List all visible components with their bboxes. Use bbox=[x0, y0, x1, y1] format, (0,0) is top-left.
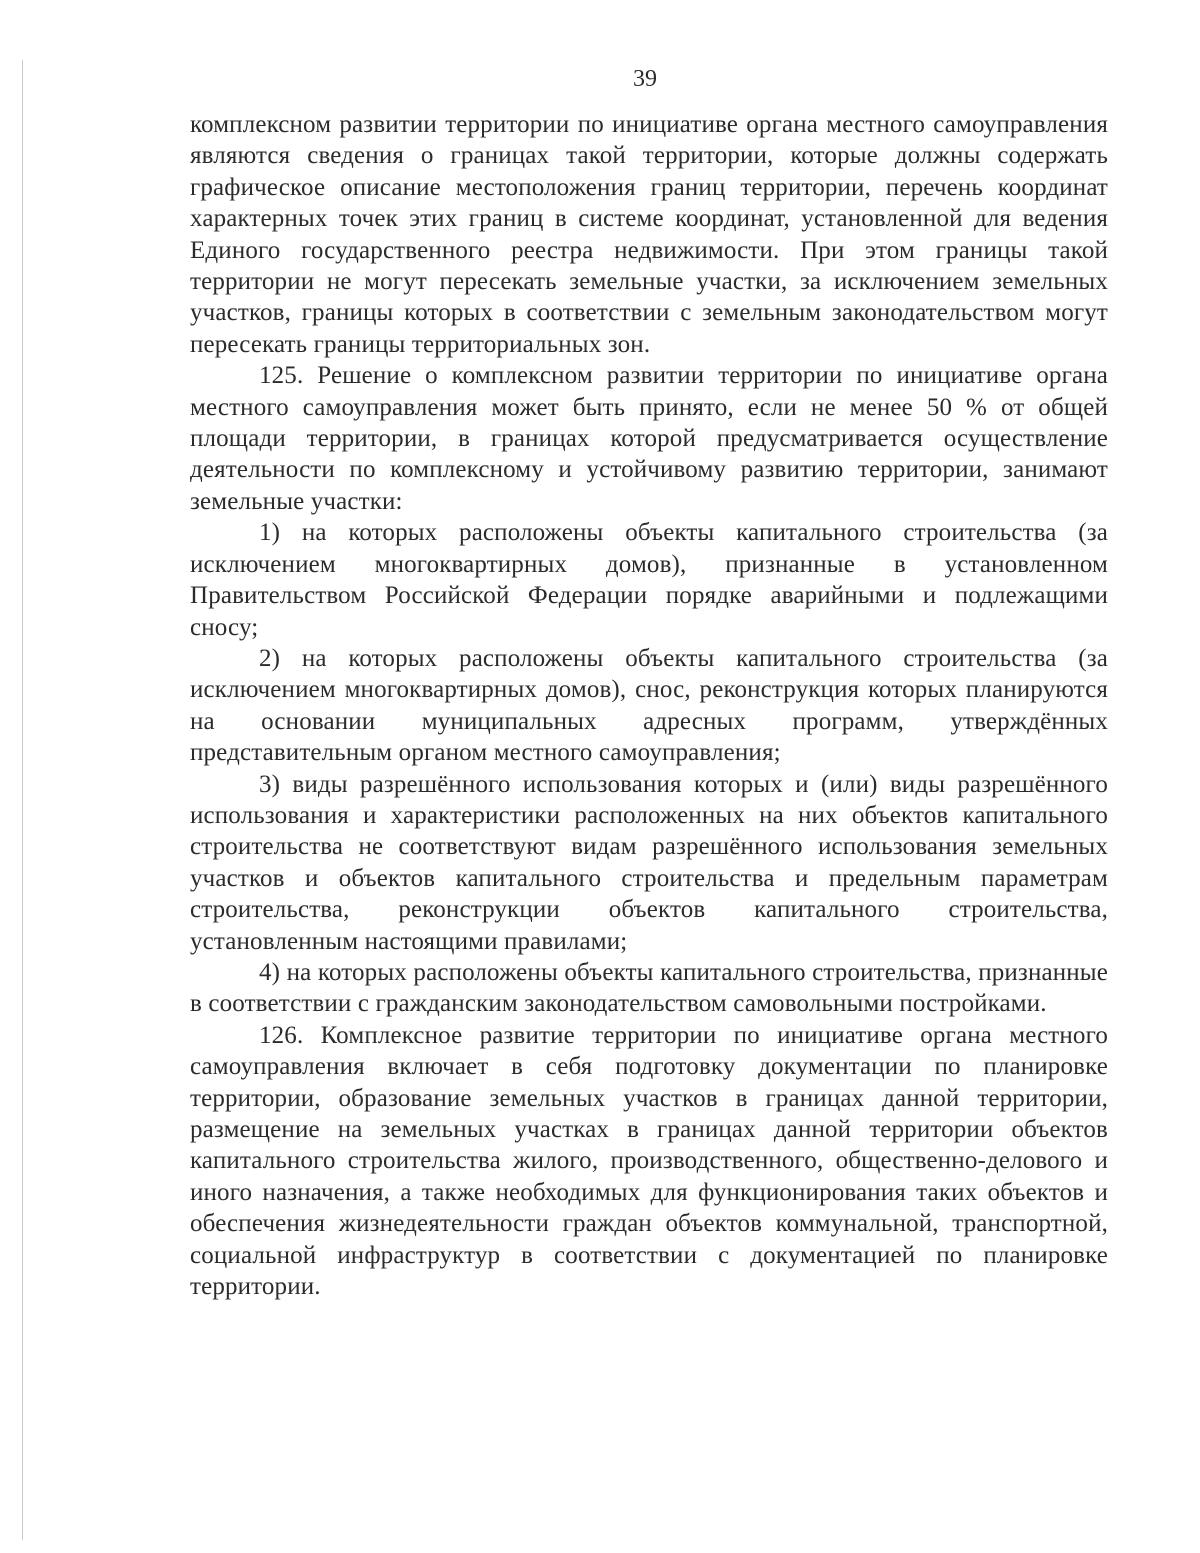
document-body bbox=[190, 109, 1108, 1302]
list-item-4: 4) на которых расположены объекты капитального строительства, признанные в соответствии с гражданским законодательством самовольными постройками. bbox=[190, 958, 1108, 1018]
paragraph-126: 126. Комплексное развитие территории по инициативе органа местного самоуправления включает в себя подготовку документации по планировке территории, образование земельных участков в границах данной территории, размещение на земельных участках в границах данной территории объектов капитального строительства жилого, производственного, общественно-делового и иного назначения, а также необходимых для функционирования таких объектов и обеспечения жизнедеятельности граждан объектов коммунальной, транспортной, социальной инфраструктур в соответствии с документацией по планировке территории. bbox=[190, 1021, 1108, 1301]
paragraph-125: 125. Решение о комплексном развитии территории по инициативе органа местного самоуправления может быть принято, если не менее 50 % от общей площади территории, в границах которой предусматривается осуществление деятельности по комплексному и устойчивому развитию территории, занимают земельные участки: bbox=[190, 362, 1108, 515]
list-item-1: 1) на которых расположены объекты капитального строительства (за исключением многоквартирных домов), признанные в установленном Правительством Российской Федерации порядке аварийными и подлежащими сносу; bbox=[190, 519, 1108, 641]
list-item-3: 3) виды разрешённого использования которых и (или) виды разрешённого использования и характеристики расположенных на них объектов капитального строительства не соответствуют видам разрешённого использования земельных участков и объектов капитального строительства и предельным параметрам строительства, реконструкции объектов капитального строительства, установленным настоящими правилами; bbox=[190, 770, 1108, 955]
page-number: 39 bbox=[633, 66, 657, 92]
scan-edge-line bbox=[22, 60, 23, 1540]
list-item-2: 2) на которых расположены объекты капитального строительства (за исключением многоквартирных домов), снос, реконструкция которых планируются на основании муниципальных адресных программ, утверждённых представительным органом местного самоуправления; bbox=[190, 644, 1108, 767]
paragraph-continuation: комплексном развитии территории по инициативе органа местного самоуправления являются сведения о границах такой территории, которые должны содержать графическое описание местоположения границ территории, перечень координат характерных точек этих границ в системе координат, установленной для ведения Единого государственного реестра недвижимости. При этом границы такой территории не могут пересекать земельные участки, за исключением земельных участков, границы которых в соответствии с земельным законодательством могут пересекать границы территориальных зон. bbox=[190, 111, 1108, 358]
